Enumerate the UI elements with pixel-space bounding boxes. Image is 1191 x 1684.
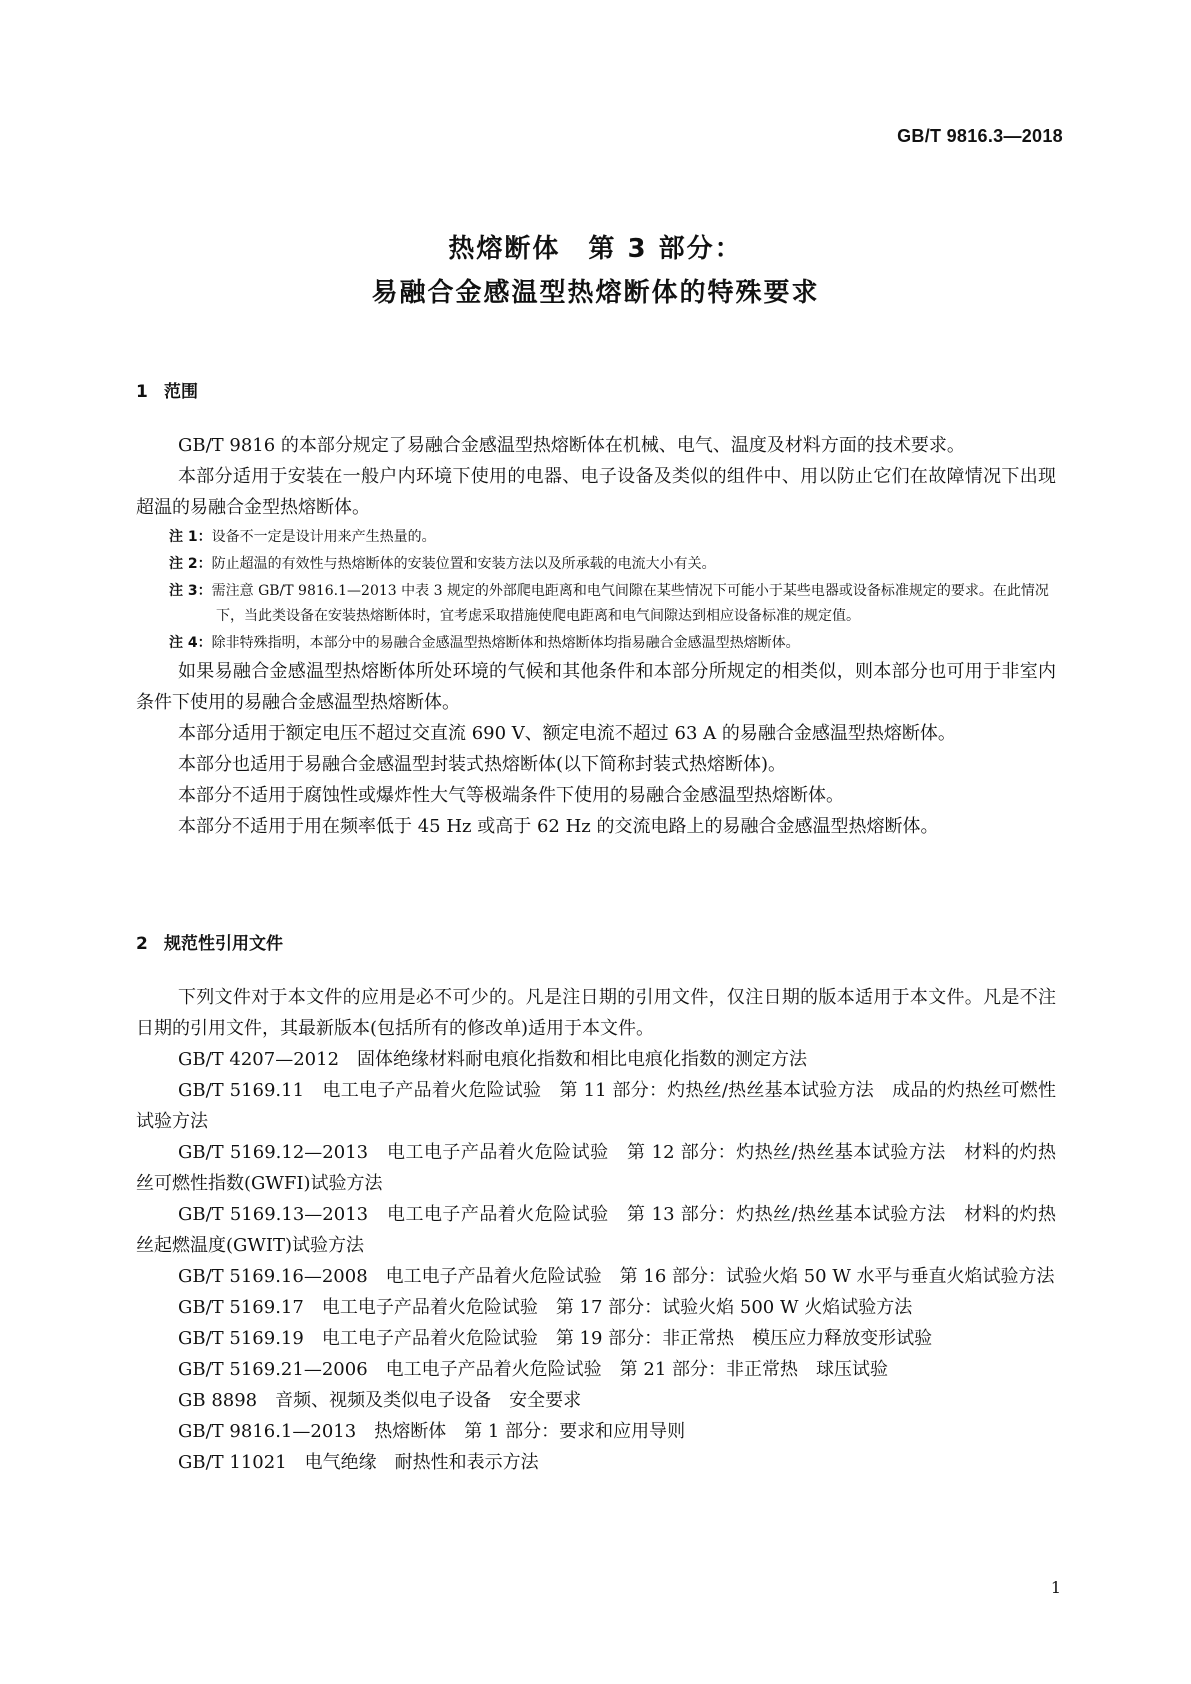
note-label: 注 2： [169,556,212,572]
scope-section-body [136,430,1056,842]
note-text: 需注意 GB/T 9816.1—2013 中表 3 规定的外部爬电距离和电气间隙在某些情况下可能小于某些电器或设备标准规定的要求。在此情况下，当此类设备在安装热熔断体时，宜考虑采取措施使爬电距离和电气间隙达到相应设备标准的规定值。 [211,583,1049,624]
paragraph: 本部分适用于安装在一般户内环境下使用的电器、电子设备及类似的组件中、用以防止它们在故障情况下出现超温的易融合金型热熔断体。 [136,466,1056,518]
paragraph: 本部分不适用于用在频率低于 45 Hz 或高于 62 Hz 的交流电路上的易融合金感温型热熔断体。 [178,816,939,837]
paragraph: GB/T 9816 的本部分规定了易融合金感温型热熔断体在机械、电气、温度及材料方面的技术要求。 [178,435,965,456]
reference-item: GB/T 5169.16—2008 电工电子产品着火危险试验 第 16 部分：试验火焰 50 W 水平与垂直火焰试验方法 [178,1266,1055,1287]
reference-item: GB/T 5169.11 电工电子产品着火危险试验 第 11 部分：灼热丝/热丝基本试验方法 成品的灼热丝可燃性试验方法 [136,1080,1056,1132]
reference-item: GB/T 4207—2012 固体绝缘材料耐电痕化指数和相比电痕化指数的测定方法 [178,1049,808,1070]
reference-item: GB/T 9816.1—2013 热熔断体 第 1 部分：要求和应用导则 [178,1421,686,1442]
references-section-body [136,982,1056,1478]
section-number: 1 [136,382,148,402]
note [136,579,1056,629]
reference-item: GB/T 5169.17 电工电子产品着火危险试验 第 17 部分：试验火焰 500 W 火焰试验方法 [178,1297,913,1318]
document-title-line-2: 易融合金感温型热熔断体的特殊要求 [371,278,820,308]
note [136,525,1056,550]
note-text: 防止超温的有效性与热熔断体的安装位置和安装方法以及所承载的电流大小有关。 [211,556,716,572]
paragraph: 本部分适用于额定电压不超过交直流 690 V、额定电流不超过 63 A 的易融合金感温型热熔断体。 [178,723,956,744]
paragraph: 如果易融合金感温型热熔断体所处环境的气候和其他条件和本部分所规定的相类似，则本部分也可用于非室内条件下使用的易融合金感温型热熔断体。 [136,661,1056,713]
section-number: 2 [136,934,148,954]
reference-item: GB/T 5169.19 电工电子产品着火危险试验 第 19 部分：非正常热 模压应力释放变形试验 [178,1328,933,1349]
section-heading-scope [136,377,198,402]
note-label: 注 1： [169,529,212,545]
note-text: 设备不一定是设计用来产生热量的。 [211,529,436,545]
reference-item: GB/T 5169.21—2006 电工电子产品着火危险试验 第 21 部分：非正常热 球压试验 [178,1359,888,1380]
note [136,631,1056,656]
section-title: 范围 [164,382,198,402]
paragraph: 本部分不适用于腐蚀性或爆炸性大气等极端条件下使用的易融合金感温型热熔断体。 [178,785,844,806]
reference-item: GB/T 5169.12—2013 电工电子产品着火危险试验 第 12 部分：灼热丝/热丝基本试验方法 材料的灼热丝可燃性指数(GWFI)试验方法 [136,1142,1056,1194]
paragraph: 下列文件对于本文件的应用是必不可少的。凡是注日期的引用文件，仅注日期的版本适用于本文件。凡是不注日期的引用文件，其最新版本(包括所有的修改单)适用于本文件。 [136,987,1056,1039]
section-title: 规范性引用文件 [164,934,283,954]
reference-item: GB 8898 音频、视频及类似电子设备 安全要求 [178,1390,582,1411]
note-label: 注 3： [169,583,212,599]
note [136,552,1056,577]
reference-item: GB/T 5169.13—2013 电工电子产品着火危险试验 第 13 部分：灼热丝/热丝基本试验方法 材料的灼热丝起燃温度(GWIT)试验方法 [136,1204,1056,1256]
note-text: 除非特殊指明，本部分中的易融合金感温型热熔断体和热熔断体均指易融合金感温型热熔断体。 [211,635,800,651]
reference-item: GB/T 11021 电气绝缘 耐热性和表示方法 [178,1452,539,1473]
page-number: 1 [1050,1578,1061,1597]
paragraph: 本部分也适用于易融合金感温型封装式热熔断体(以下简称封装式热熔断体)。 [178,754,787,775]
section-heading-normative-references [136,929,283,954]
standard-code: GB/T 9816.3—2018 [897,126,1063,146]
note-label: 注 4： [169,635,212,651]
document-title-line-1: 热熔断体 第 3 部分： [448,234,743,264]
